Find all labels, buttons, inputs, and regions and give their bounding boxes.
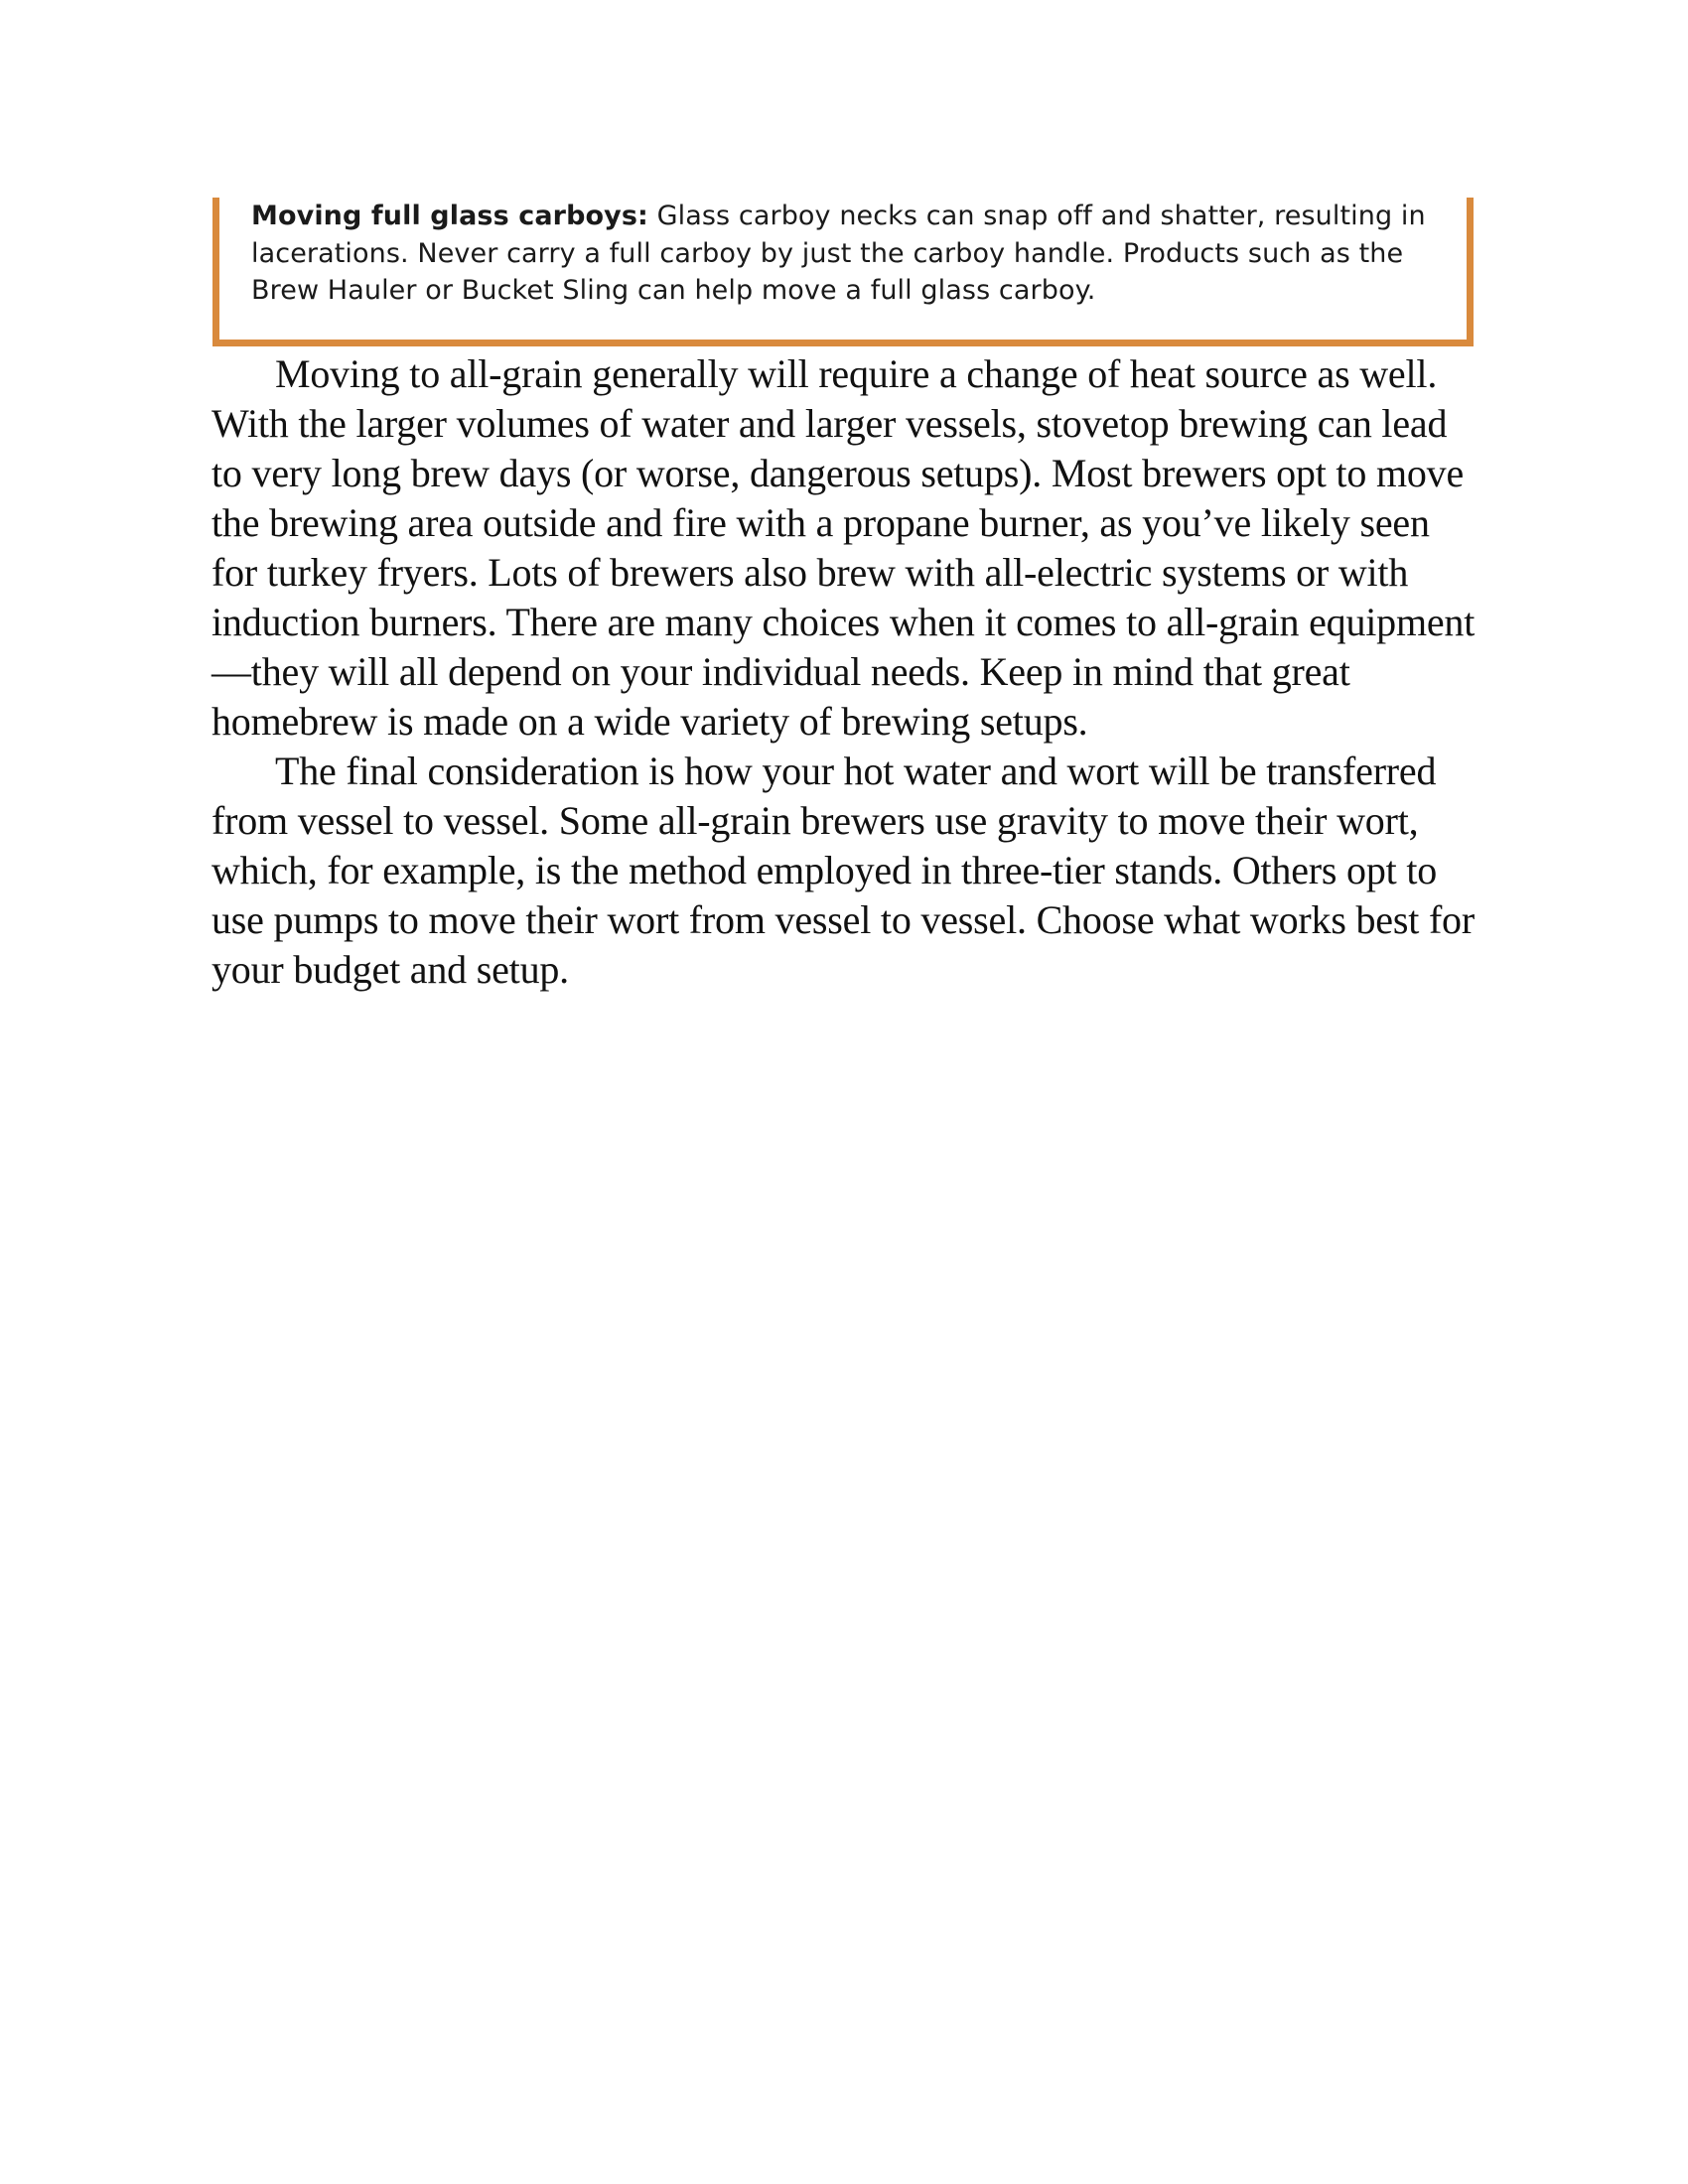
body-text bbox=[211, 349, 1482, 995]
callout-text bbox=[251, 198, 1443, 310]
safety-callout-box bbox=[212, 198, 1474, 346]
paragraph-heat-source: Moving to all-grain generally will require a change of heat source as well. With the larger volumes of water and larger vessels, stovetop brewing can lead to very long brew days (or worse, dangerous setups). Most brewers opt to move the brewing area outside and fire with a propane burner, as you’ve likely seen for turkey fryers. Lots of brewers also brew with all-electric systems or with induction burners. There are many choices when it comes to all-grain equipment—they will all depend on your individual needs. Keep in mind that great homebrew is made on a wide variety of brewing setups. bbox=[211, 351, 1476, 744]
paragraph-transfer: The final consideration is how your hot water and wort will be transferred from vessel to vessel. Some all-grain brewers use gravity to move their wort, which, for example, is the method employed in three-tier stands. Others opt to use pumps to move their wort from vessel to vessel. Choose what works best for your budget and setup. bbox=[211, 749, 1475, 992]
callout-body: Glass carboy necks can snap off and shatter, resulting in lacerations. Never carry a full carboy by just the carboy handle. Products such as the Brew Hauler or Bucket Sling can help move a full glass carboy. bbox=[251, 201, 1426, 306]
callout-lead: Moving full glass carboys: bbox=[251, 201, 648, 231]
